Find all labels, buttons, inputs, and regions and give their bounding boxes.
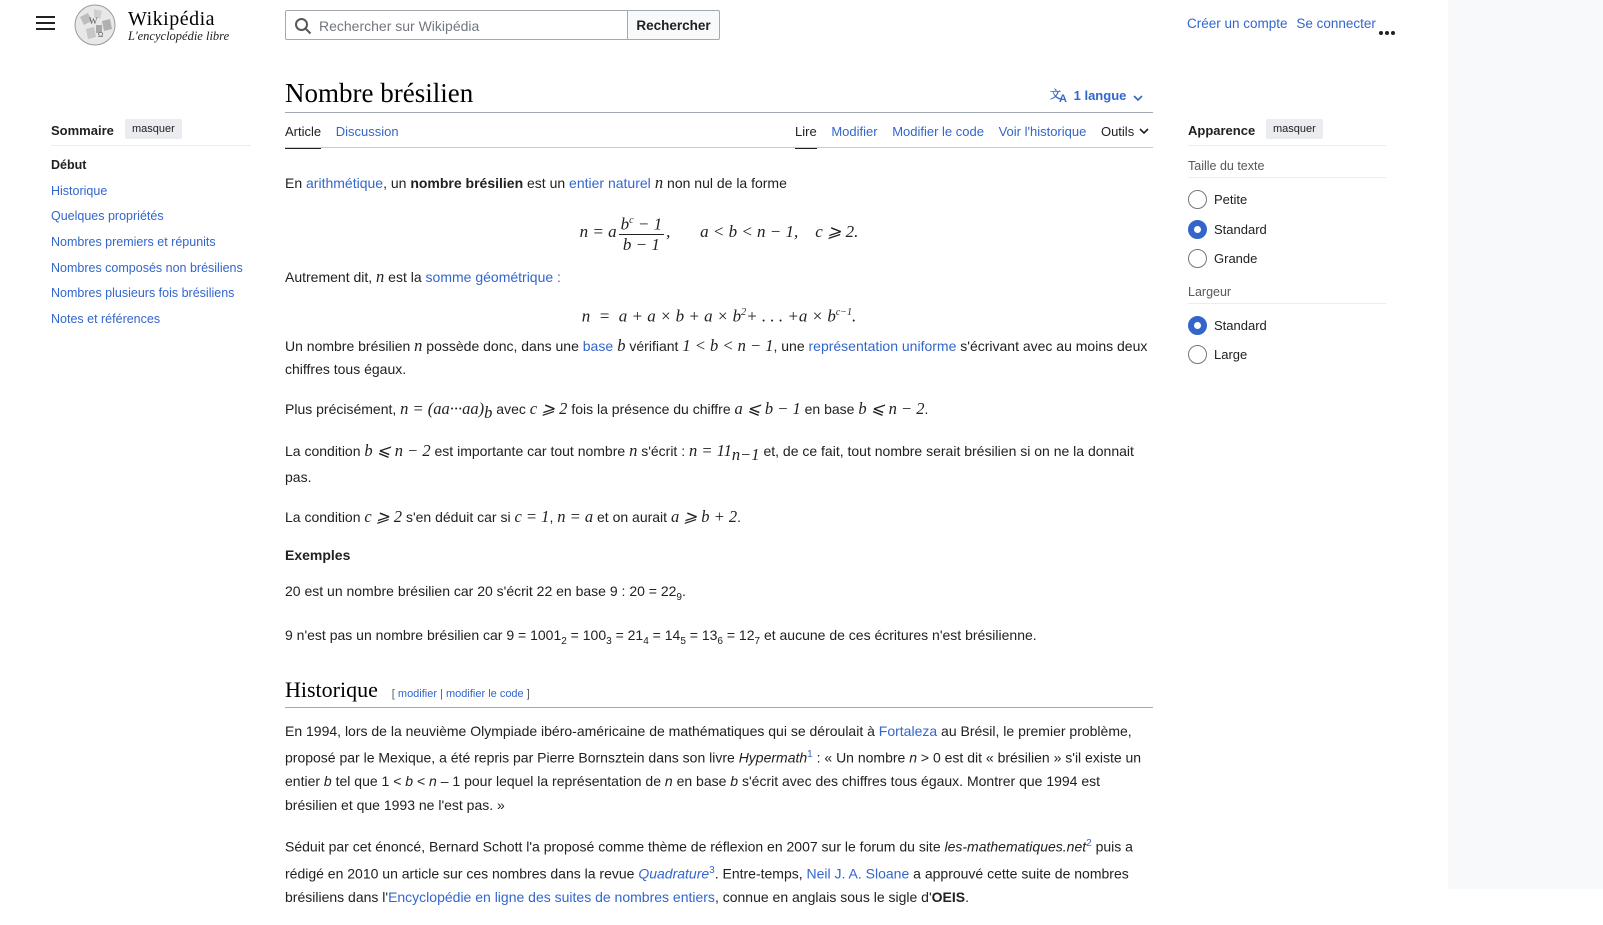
text: au Brésil, le premier problème, proposé par le Mexique, a été repris par Pierre Bornsztein dans son livre [285,722,1132,766]
math-n: n [629,441,638,461]
search-bar [285,10,720,40]
article-body [285,171,1153,925]
reference-1[interactable]: 1 [807,749,813,760]
wikipedia-logo[interactable] [72,3,242,47]
text: s'écrit avec des chiffres tous égaux. Montrer que 1994 est brésilien et que 1993 ne l'est pas. » [285,773,1101,813]
math-expr: c ⩾ 2 [529,398,568,418]
create-account-link[interactable]: Créer un compte [1187,16,1288,31]
radio-label: Standard [1214,221,1267,237]
page-gutter [1448,0,1603,889]
math-expr: b ⩽ n − 2 [364,441,431,461]
text: = 13 [685,627,718,644]
math-n: n [650,173,664,192]
text: Séduit par cet énoncé, Bernard Schott l'a proposé comme thème de réflexion en 2007 sur le forum du site [285,838,945,855]
toc-hide-button[interactable]: masquer [125,119,182,139]
toc-item-notes[interactable]: Notes et références [51,312,161,327]
paragraph-condition-c [285,505,1153,530]
text: en base [800,400,859,417]
text-size-option-standard[interactable] [1188,216,1386,246]
italic-var: b [323,773,332,790]
wikipedia-globe-icon [72,3,118,47]
math-expr: a ⩽ b − 1 [734,398,801,418]
text: tel que 1 < [331,773,406,790]
chevron-down-icon [1130,92,1146,104]
text: a approuvé cette suite de nombres brésiliens dans l' [285,865,1129,906]
text: et, de ce fait, tout nombre serait brésilien si on ne la donnait pas. [285,443,1134,486]
text: en base [672,773,731,790]
toc-item-debut[interactable]: Début [51,158,87,172]
subscript: 3 [606,636,612,647]
link-oeis-encyclopedie[interactable]: Encyclopédie en ligne des suites de nombres entiers [388,889,715,906]
text: = 21 [611,627,644,644]
hamburger-icon[interactable] [36,16,55,32]
math-expr: c ⩾ 2 [364,506,403,526]
formula-definition: n = a $\frac{b^c - 1}{b - 1}$ , a < b < n − 1, c ⩾ 2. [285,211,1153,256]
radio-label: Petite [1214,192,1248,207]
paragraph-autrement [285,265,1153,290]
appearance-title: Apparence [1188,123,1256,138]
edit-section-code-link[interactable]: modifier le code [446,687,524,700]
translate-icon [1050,86,1070,104]
tab-modifier[interactable]: Modifier [831,124,878,139]
paragraph-historique-1 [285,720,1153,818]
view-tabs [795,124,1161,149]
heading-exemples: Exemples [285,547,351,564]
math-n: n [376,267,385,287]
appearance-header [1188,118,1386,146]
search-input[interactable] [319,16,619,35]
namespace-tabs [285,124,410,149]
math-expr: b ⩽ n − 2 [858,398,925,418]
text: possède donc, dans une [422,337,583,354]
italic-var: b [730,773,739,790]
subscript: 9 [676,591,682,603]
math-expr: n = 11 [689,441,732,461]
text: . [965,889,970,906]
tab-outils[interactable] [1101,124,1150,147]
text-size-option-large[interactable] [1188,245,1386,275]
width-options [1188,312,1386,371]
toc-item-plusieurs-fois[interactable]: Nombres plusieurs fois brésiliens [51,286,235,301]
svg-text:W: W [89,16,98,26]
text: > 0 est dit « brésilien » s'il existe un entier [285,749,1142,790]
text: : « Un nombre [812,749,910,766]
text: est la [384,269,426,286]
link-arithmetique[interactable]: arithmétique [306,175,384,191]
svg-text:A: A [1059,93,1067,105]
text: puis a rédigé en 2010 un article sur ces nombres dans la revue [285,838,1133,882]
toc-header [51,118,251,146]
section-edit-links [392,688,530,700]
tab-discussion[interactable]: Discussion [335,124,399,139]
text: s'en déduit car si [402,508,515,525]
toc-item-composes[interactable]: Nombres composés non brésiliens [51,260,243,275]
ellipsis-icon[interactable] [1379,22,1399,28]
tab-historique[interactable]: Voir l'historique [998,124,1087,139]
text: , connue en anglais sous le sigle d' [714,889,932,906]
radio-button[interactable] [1188,249,1207,268]
italic-site: les-mathematiques.net [944,838,1087,855]
text: = 14 [648,627,681,644]
link-somme-geometrique[interactable]: somme géométrique [425,269,554,286]
language-button[interactable] [1050,86,1146,106]
paragraph-base [285,334,1153,382]
radio-button[interactable] [1188,190,1207,209]
subscript: 5 [680,636,686,647]
login-link[interactable]: Se connecter [1296,16,1376,31]
text: est importante car tout nombre [430,443,630,460]
appearance-hide-button[interactable]: masquer [1266,119,1323,139]
text: 20 est un nombre brésilien car 20 s'écrit 22 en base 9 : 20 = 22 [285,582,677,599]
text: = 100 [566,627,607,644]
text: La condition [285,508,365,525]
text: En 1994, lors de la neuvième Olympiade ibéro-américaine de mathématiques qui se déroulait à [285,722,879,739]
math-inequality: 1 < b < n − 1 [682,335,774,355]
width-option-standard[interactable] [1188,312,1386,342]
subscript: 4 [643,636,649,647]
math-expr: n = a [557,506,594,526]
toc-item-premiers-repunits[interactable]: Nombres premiers et répunits [51,235,216,250]
table-of-contents [51,118,251,337]
text: En [285,175,307,191]
paragraph-intro [285,171,1153,196]
text: Plus précisément, [285,400,401,417]
link-entier-naturel[interactable]: entier naturel [569,175,651,191]
example-9 [285,624,1153,653]
text: La condition [285,443,365,460]
search-button[interactable]: Rechercher [627,10,720,40]
width-option-large[interactable] [1188,341,1386,371]
text: : [553,269,561,286]
text: , une [773,337,809,354]
text: est un [523,175,570,191]
reference-3[interactable]: 3 [709,865,715,877]
text: s'écrivant avec au moins deux chiffres tous égaux. [285,337,1148,378]
page-title: Nombre brésilien [285,78,474,108]
text: et on aurait [593,508,671,525]
radio-label: Standard [1214,317,1267,333]
text: . [924,400,929,417]
search-icon [294,17,312,35]
text: Un nombre brésilien [285,337,415,354]
logo-tagline: L'encyclopédie libre [128,29,230,43]
section-heading-historique [285,678,1153,708]
subscript: 7 [754,636,761,647]
text-size-options [1188,186,1386,275]
logo-wordmark: Wikipédia [128,8,215,30]
math-expr: a ⩾ b + 2 [670,506,738,526]
radio-button-checked[interactable] [1188,220,1207,239]
toc-item-historique[interactable]: Historique [51,183,108,198]
tab-lire[interactable]: Lire [795,124,817,149]
search-box [285,10,628,40]
link-representation-uniforme[interactable]: représentation uniforme [808,337,957,354]
text: , un [383,175,411,191]
text: . [681,582,686,599]
bold-term: nombre brésilien [410,175,524,191]
italic-title: Hypermath [738,749,808,766]
math-n: n [414,335,423,355]
text: – 1 pour lequel la représentation de [436,773,665,790]
svg-text:文: 文 [1050,89,1061,101]
appearance-panel [1188,118,1386,371]
edit-section-link[interactable]: modifier [397,687,438,700]
radio-label: Large [1214,347,1248,362]
tabs-divider [285,147,1153,148]
tab-article[interactable]: Article [285,124,321,149]
chevron-down-icon [1138,126,1150,136]
section-title: Historique [285,676,378,702]
link-quadrature[interactable]: Quadrature [638,865,710,882]
separator: | [437,687,447,700]
subscript: 6 [717,636,723,647]
link-fortaleza[interactable]: Fortaleza [878,722,938,739]
radio-button[interactable] [1188,345,1207,364]
formula-somme: $n = a + a \times b + a \times b^2+$ . . . $+a \times b^{c-1}$. [581,306,857,326]
example-20 [285,580,1153,609]
text-size-label: Taille du texte [1188,154,1386,178]
text: < [413,773,430,790]
text: Autrement dit, [285,269,377,286]
text: . [737,508,742,525]
text: s'écrit : [637,443,689,460]
italic-var: n [429,773,437,790]
bracket: [ [391,687,398,700]
toc-title: Sommaire [51,123,114,138]
radio-button-checked[interactable] [1188,316,1207,335]
italic-var: n [909,749,918,766]
bracket: ] [523,687,530,700]
math-expr: c = 1 [514,506,550,526]
link-sloane[interactable]: Neil J. A. Sloane [806,865,910,882]
subscript: 2 [561,636,567,647]
title-divider [285,112,1153,113]
width-label: Largeur [1188,280,1386,304]
text: = 12 [722,627,755,644]
toc-list [51,157,251,337]
svg-text:Ω: Ω [98,31,104,39]
italic-var: n [664,773,673,790]
link-base[interactable]: base [582,337,614,354]
math-expr: n = (aa···aa) [400,398,485,418]
paragraph-precisement [285,397,1153,424]
paragraph-condition-b [285,439,1153,490]
text-size-option-small[interactable] [1188,186,1386,216]
text: et aucune de ces écritures n'est brésilienne. [760,627,1037,644]
text: fois la présence du chiffre [567,400,735,417]
text: vérifiant [625,337,683,354]
radio-label: Grande [1214,251,1258,266]
text: 9 n'est pas un nombre brésilien car 9 = 1001 [285,627,562,644]
tab-outils-label: Outils [1100,124,1135,139]
reference-2[interactable]: 2 [1086,838,1092,850]
toc-item-proprietes[interactable]: Quelques propriétés [51,209,164,224]
math-sub: b [484,402,493,422]
user-links [1187,16,1381,31]
bold-oeis: OEIS [931,889,966,906]
language-count: 1 langue [1073,88,1127,103]
text: . Entre-temps, [714,865,807,882]
text: non nul de la forme [663,175,787,191]
paragraph-historique-2 [285,832,1153,910]
tab-modifier-code[interactable]: Modifier le code [892,124,984,139]
math-sub: n−1 [731,444,760,464]
italic-var: b [405,773,414,790]
text: avec [492,400,530,417]
text: , [549,508,558,525]
math-b: b [613,335,626,355]
